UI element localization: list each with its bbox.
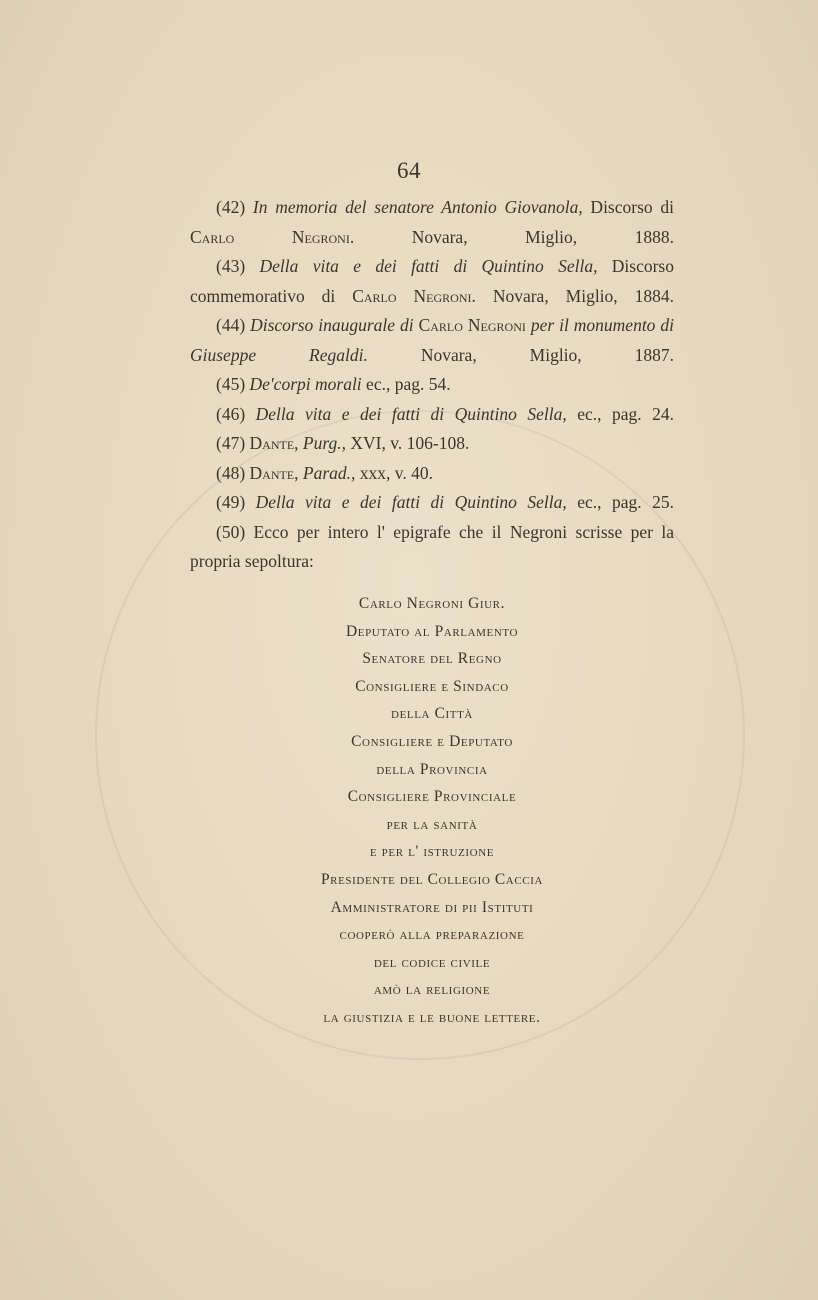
footnote-text: ec., pag. 25.: [566, 492, 675, 512]
epigraph-line: Senatore del Regno: [362, 650, 502, 668]
epigraph-line: Carlo Negroni Giur.: [358, 595, 506, 612]
footnote-text: Discorso di: [582, 197, 674, 217]
epigraph-line: Deputato al Parlamento: [345, 622, 519, 640]
epigraph-line: Amministratore di pii Istituti: [330, 898, 534, 916]
footnote-text: ,: [294, 462, 303, 483]
footnote-text: (45): [216, 374, 250, 394]
footnotes-list: [190, 193, 674, 577]
footnote-text: . Novara, Miglio, 1884.: [471, 285, 674, 306]
footnote-text: Carlo Negroni: [190, 226, 350, 247]
footnote-text: Della vita e dei fatti di Quintino Sella,: [255, 403, 567, 424]
footnote-text: (43): [216, 256, 260, 276]
epigraph-line: amò la religione: [373, 981, 491, 999]
epigraph-line: del codice civile: [373, 953, 491, 971]
footnote-text: ec., pag. 54.: [361, 374, 451, 394]
footnote-44: [190, 311, 674, 370]
footnote-text: (50) Ecco per intero l' epigrafe che il Negroni scrisse per la propria sepoltura:: [190, 521, 674, 571]
footnote-text: Carlo Negroni: [418, 315, 526, 335]
footnote-text: (44): [216, 315, 251, 335]
footnote-text: Dante: [249, 462, 295, 483]
footnote-text: Purg.,: [302, 433, 347, 453]
epigraph-line: la giustizia e le buone lettere.: [323, 1008, 541, 1026]
footnote-43: [190, 252, 674, 311]
epigraph-line: Presidente del Collegio Caccia: [320, 870, 544, 888]
footnote-text: (42): [216, 197, 253, 217]
footnote-text: ec., pag. 24.: [566, 403, 675, 424]
footnote-text: (47): [216, 433, 250, 453]
footnote-47: [190, 429, 674, 459]
footnote-text: xxx, v. 40.: [355, 462, 434, 483]
footnote-text: Discorso commemorativo di: [190, 256, 674, 306]
epigraph-line: per la sanità: [386, 815, 478, 833]
epigraph-line: Consigliere Provinciale: [347, 788, 517, 806]
footnote-text: Novara, Miglio, 1887.: [367, 344, 674, 365]
footnote-42: [190, 193, 674, 252]
epigraph-line: Consigliere e Deputato: [351, 732, 513, 750]
footnote-text: per il monumento di Giuseppe Regaldi.: [190, 315, 674, 365]
footnote-text: Della vita e dei fatti di Quintino Sella,: [259, 256, 598, 276]
footnote-text: In memoria del senatore Antonio Giovanola,: [252, 197, 583, 217]
footnote-50: [190, 518, 674, 577]
footnote-text: XVI, v. 106-108.: [346, 433, 470, 453]
footnote-text: De'corpi morali: [249, 374, 362, 394]
footnote-text: ,: [294, 433, 303, 453]
footnote-text: Della vita e dei fatti di Quintino Sella,: [255, 492, 567, 512]
epigraph-line: e per l' istruzione: [369, 843, 495, 861]
footnote-text: Carlo Negroni: [352, 285, 472, 306]
epigraph-line: cooperò alla preparazione: [339, 926, 525, 944]
footnote-text: (46): [216, 403, 256, 424]
footnote-text: . Novara, Miglio, 1888.: [349, 226, 674, 247]
footnote-45: [190, 370, 674, 400]
epigraph-line: della Città: [391, 705, 473, 723]
footnote-text: Dante: [249, 433, 295, 453]
footnote-text: Parad.,: [302, 462, 356, 483]
footnote-46: [190, 400, 674, 430]
footnote-text: Discorso inaugurale di: [250, 315, 414, 335]
footnote-text: (48): [216, 462, 250, 483]
page-number: 64: [397, 158, 421, 183]
epigraph-line: Consigliere e Sindaco: [355, 677, 509, 695]
epigraph: [190, 590, 674, 1032]
epigraph-line: della Provincia: [376, 760, 488, 778]
footnote-49: [190, 488, 674, 518]
footnote-48: [190, 459, 674, 489]
footnote-text: (49): [216, 492, 256, 512]
